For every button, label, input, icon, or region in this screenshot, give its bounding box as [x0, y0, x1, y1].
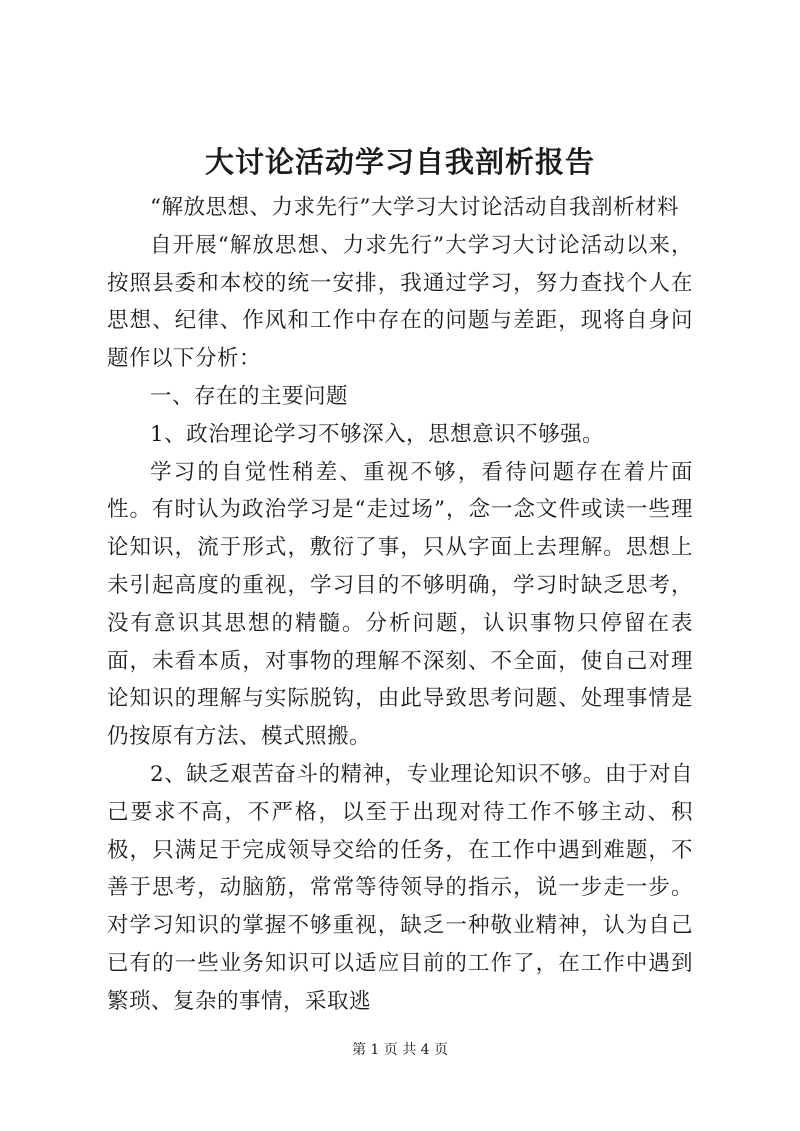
- paragraph-study: 学习的自觉性稍差、重视不够，看待问题存在着片面性。有时认为政治学习是“走过场”，念一念文件或读一些理论知识，流于形式，敷衍了事，只从字面上去理解。思想上未引起高度的重视，学习目的不够明确，学习时缺乏思考，没有意识其思想的精髓。分析问题，认识事物只停留在表面，未看本质，对事物的理解不深刻、不全面，使自己对理论知识的理解与实际脱钩，由此导致思考问题、处理事情是仍按原有方法、模式照搬。: [107, 459, 693, 750]
- document-title: 大讨论活动学习自我剖析报告: [204, 145, 595, 179]
- paragraph-intro: 自开展“解放思想、力求先行”大学习大讨论活动以来，按照县委和本校的统一安排，我通过学习，努力查找个人在思想、纪律、作风和工作中存在的问题与差距，现将自身问题作以下分析：: [107, 232, 693, 372]
- document-body: [107, 189, 693, 1021]
- paragraph-hardwork: 2、缺乏艰苦奋斗的精神，专业理论知识不够。由于对自己要求不高，不严格，以至于出现对待工作不够主动、积极，只满足于完成领导交给的任务，在工作中遇到难题，不善于思考，动脑筋，常常等待领导的指示，说一步走一步。对学习知识的掌握不够重视，缺乏一种敬业精神，认为自己已有的一些业务知识可以适应目前的工作了，在工作中遇到繁琐、复杂的事情，采取逃: [107, 761, 693, 1014]
- page-footer: 第 1 页 共 4 页: [351, 1042, 449, 1058]
- subsection-heading-1: 1、政治理论学习不够深入，思想意识不够强。: [150, 421, 605, 447]
- document-subtitle: “解放思想、力求先行”大学习大讨论活动自我剖析材料: [150, 195, 679, 220]
- section-heading: 一、存在的主要问题: [150, 383, 349, 409]
